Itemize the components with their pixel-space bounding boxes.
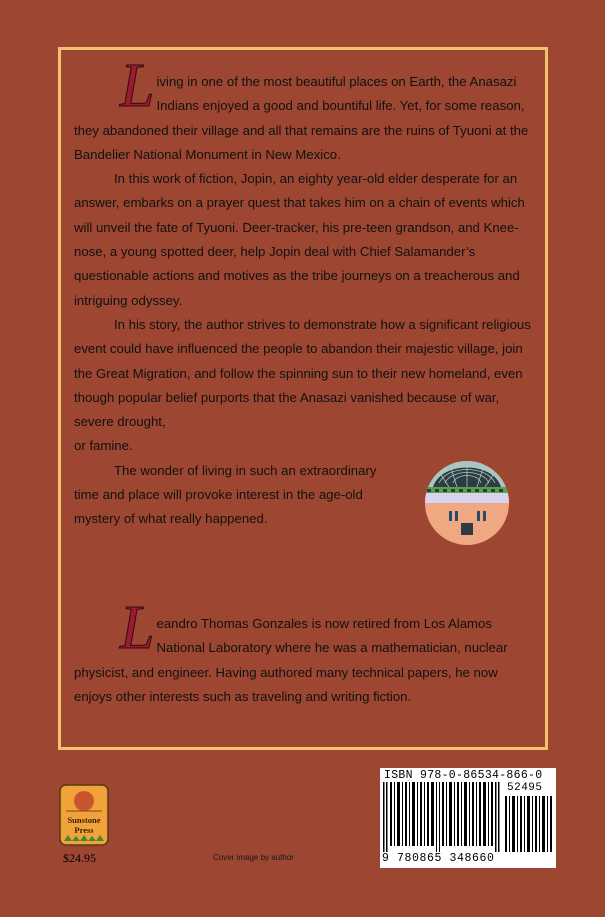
ean-barcode-icon <box>383 782 501 852</box>
publisher-name-line1: Sunstone <box>67 815 101 825</box>
sunstone-press-logo <box>58 783 110 847</box>
cover-image-credit: Cover image by author <box>213 853 294 862</box>
isbn-number: ISBN 978-0-86534-866-0 <box>384 769 543 782</box>
barcode-panel <box>380 768 556 868</box>
blurb-paragraph-4: The wonder of living in such an extraordinary time and place will provoke interest in the age-old mystery of what really happened. <box>74 462 377 527</box>
publisher-name-line2: Press <box>74 825 94 835</box>
blurb-paragraph-2: In this work of fiction, Jopin, an eighty year-old elder desperate for an answer, embarks on a prayer quest that takes him on a chain of events which will unveil the fate of Tyuoni. Deer-tracker, his pre-teen grandson, and Knee-nose, a young spotted deer, help Jopin deal with Chief Salamander’s questionable actions and motives as the tribe journeys on a treacherous and intriguing odyssey. <box>74 171 525 308</box>
price-barcode-icon <box>505 796 553 852</box>
bio-text: eandro Thomas Gonzales is now retired from Los Alamos National Laboratory where he was a mathematician, nuclear physicist, and engineer. Having authored many technical papers, he now enjoys other interests such as traveling and writing fiction. <box>74 616 508 704</box>
ean-number: 9 780865 348660 <box>382 852 495 865</box>
book-price: $24.95 <box>63 851 96 865</box>
blurb-dropcap: L <box>120 52 155 120</box>
price-code: 52495 <box>507 782 543 794</box>
author-bio <box>74 594 534 709</box>
kachina-emblem-icon <box>423 459 511 547</box>
blurb-paragraph-3: In his story, the author strives to demonstrate how a significant religious event could have influenced the people to abandon their majestic village, join the Great Migration, and follow the spinning sun to their new homeland, even though popular belief purports that the Anasazi vanished because of war, severe drought, <box>74 316 531 430</box>
bio-dropcap: L <box>120 594 155 662</box>
blurb-paragraph-3-end: or famine. <box>74 438 133 454</box>
blurb-paragraph-1: iving in one of the most beautiful places on Earth, the Anasazi Indians enjoyed a good and bountiful life. Yet, for some reason, they abandoned their village and all that remains are the ruins of Tyuoni at the Bandelier National Monument in New Mexico. <box>74 74 529 162</box>
